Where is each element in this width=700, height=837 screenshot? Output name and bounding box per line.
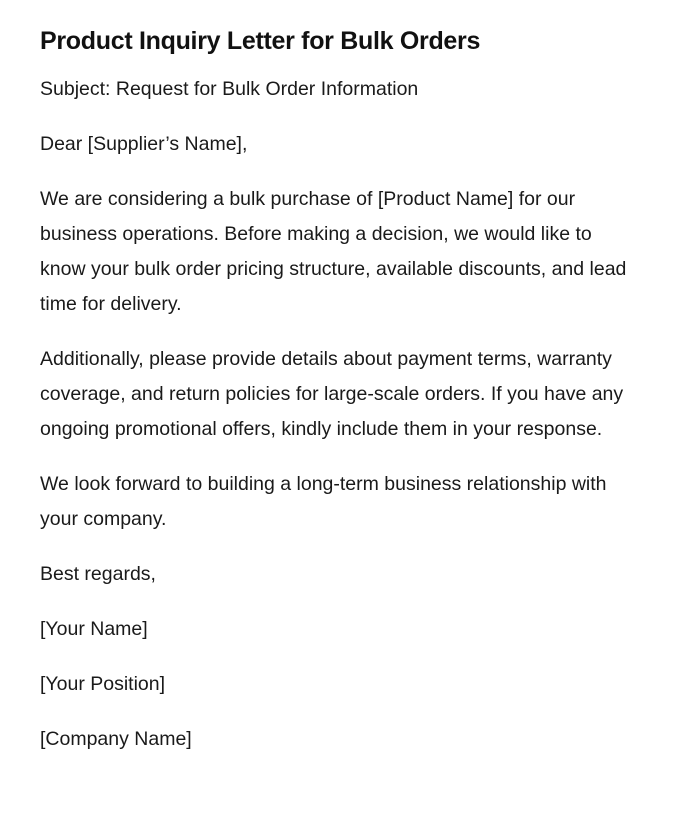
signature-name: [Your Name] (40, 618, 148, 640)
signature-position: [Your Position] (40, 673, 166, 695)
subject-line: Subject: Request for Bulk Order Information (40, 78, 419, 100)
body-paragraph: Additionally, please provide details about payment terms, warranty coverage, and return policies for large-scale orders. If you have any ongoing promotional offers, kindly include them in your response. (40, 348, 624, 440)
closing: Best regards, (40, 563, 156, 585)
body-paragraph: We are considering a bulk purchase of [Product Name] for our business operations. Before making a decision, we would like to know your bulk order pricing structure, available discounts, and lead time for delivery. (40, 188, 627, 315)
signature-company: [Company Name] (40, 728, 192, 750)
salutation: Dear [Supplier’s Name], (40, 133, 248, 155)
document-title: Product Inquiry Letter for Bulk Orders (40, 27, 481, 55)
letter-document (40, 24, 640, 777)
body-paragraph: We look forward to building a long-term business relationship with your company. (40, 473, 607, 530)
